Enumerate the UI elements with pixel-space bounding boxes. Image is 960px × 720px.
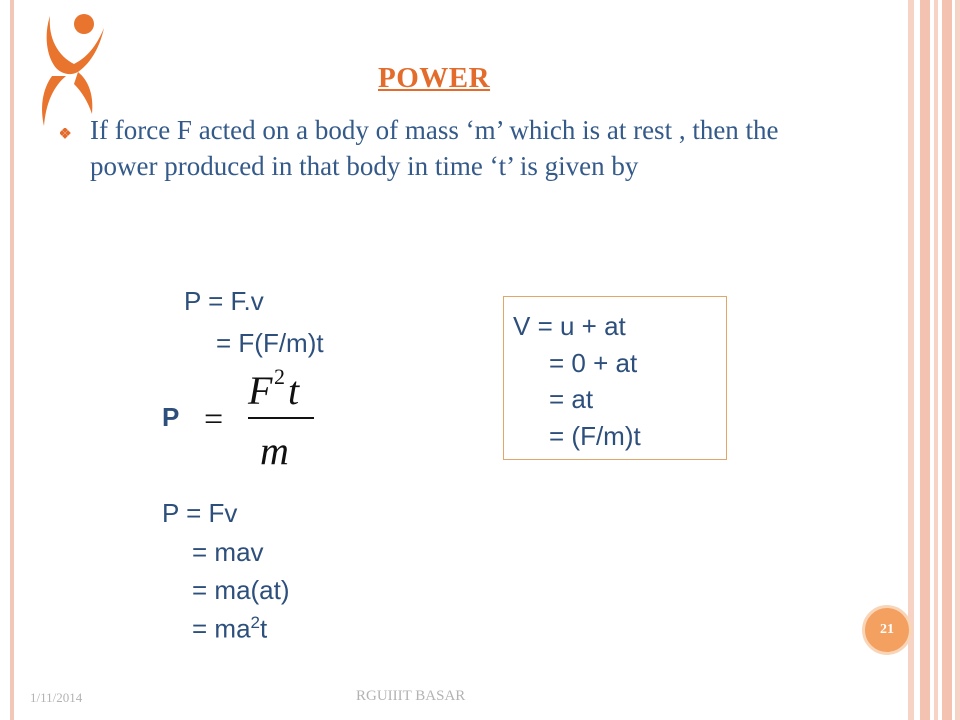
equation-mav: = mav — [192, 537, 264, 567]
fraction-equals-sign: = — [204, 401, 224, 438]
fraction-numerator-t: t — [288, 368, 300, 413]
fraction-numerator-f: F — [248, 368, 273, 413]
equation-f-f-m-t: = F(F/m)t — [216, 328, 324, 358]
fraction-denominator: m — [260, 428, 289, 473]
equation-ma2t-exponent: 2 — [250, 613, 260, 632]
box-line-4: = (F/m)t — [549, 421, 641, 451]
box-line-3: = at — [549, 384, 594, 414]
left-border-line — [10, 0, 14, 720]
equation-p-fv: P = F.v — [184, 286, 264, 316]
power-symbol-label: P — [162, 402, 180, 432]
fraction-exponent: 2 — [274, 364, 285, 389]
equation-ma2t-base: = ma — [192, 613, 251, 644]
bullet-paragraph: If force F acted on a body of mass ‘m’ which is at rest , then the power produced in that body in time ‘t’ is given by — [90, 115, 779, 181]
equation-ma-at: = ma(at) — [192, 575, 290, 605]
slide-footer: RGUIIIT BASAR — [356, 688, 466, 704]
equation-ma2t — [192, 613, 267, 645]
box-line-2: = 0 + at — [549, 348, 638, 378]
slide-title: POWER — [378, 62, 491, 94]
right-decorative-stripes — [908, 0, 960, 720]
slide-date: 1/11/2014 — [30, 690, 83, 705]
power-fraction-formula — [198, 364, 328, 474]
box-line-1: V = u + at — [513, 311, 626, 341]
diamond-bullet-icon — [60, 128, 72, 140]
equation-ma2t-rest: t — [260, 613, 268, 644]
page-number-badge: 21 — [862, 605, 912, 655]
equation-p-fv-2: P = Fv — [162, 498, 238, 528]
